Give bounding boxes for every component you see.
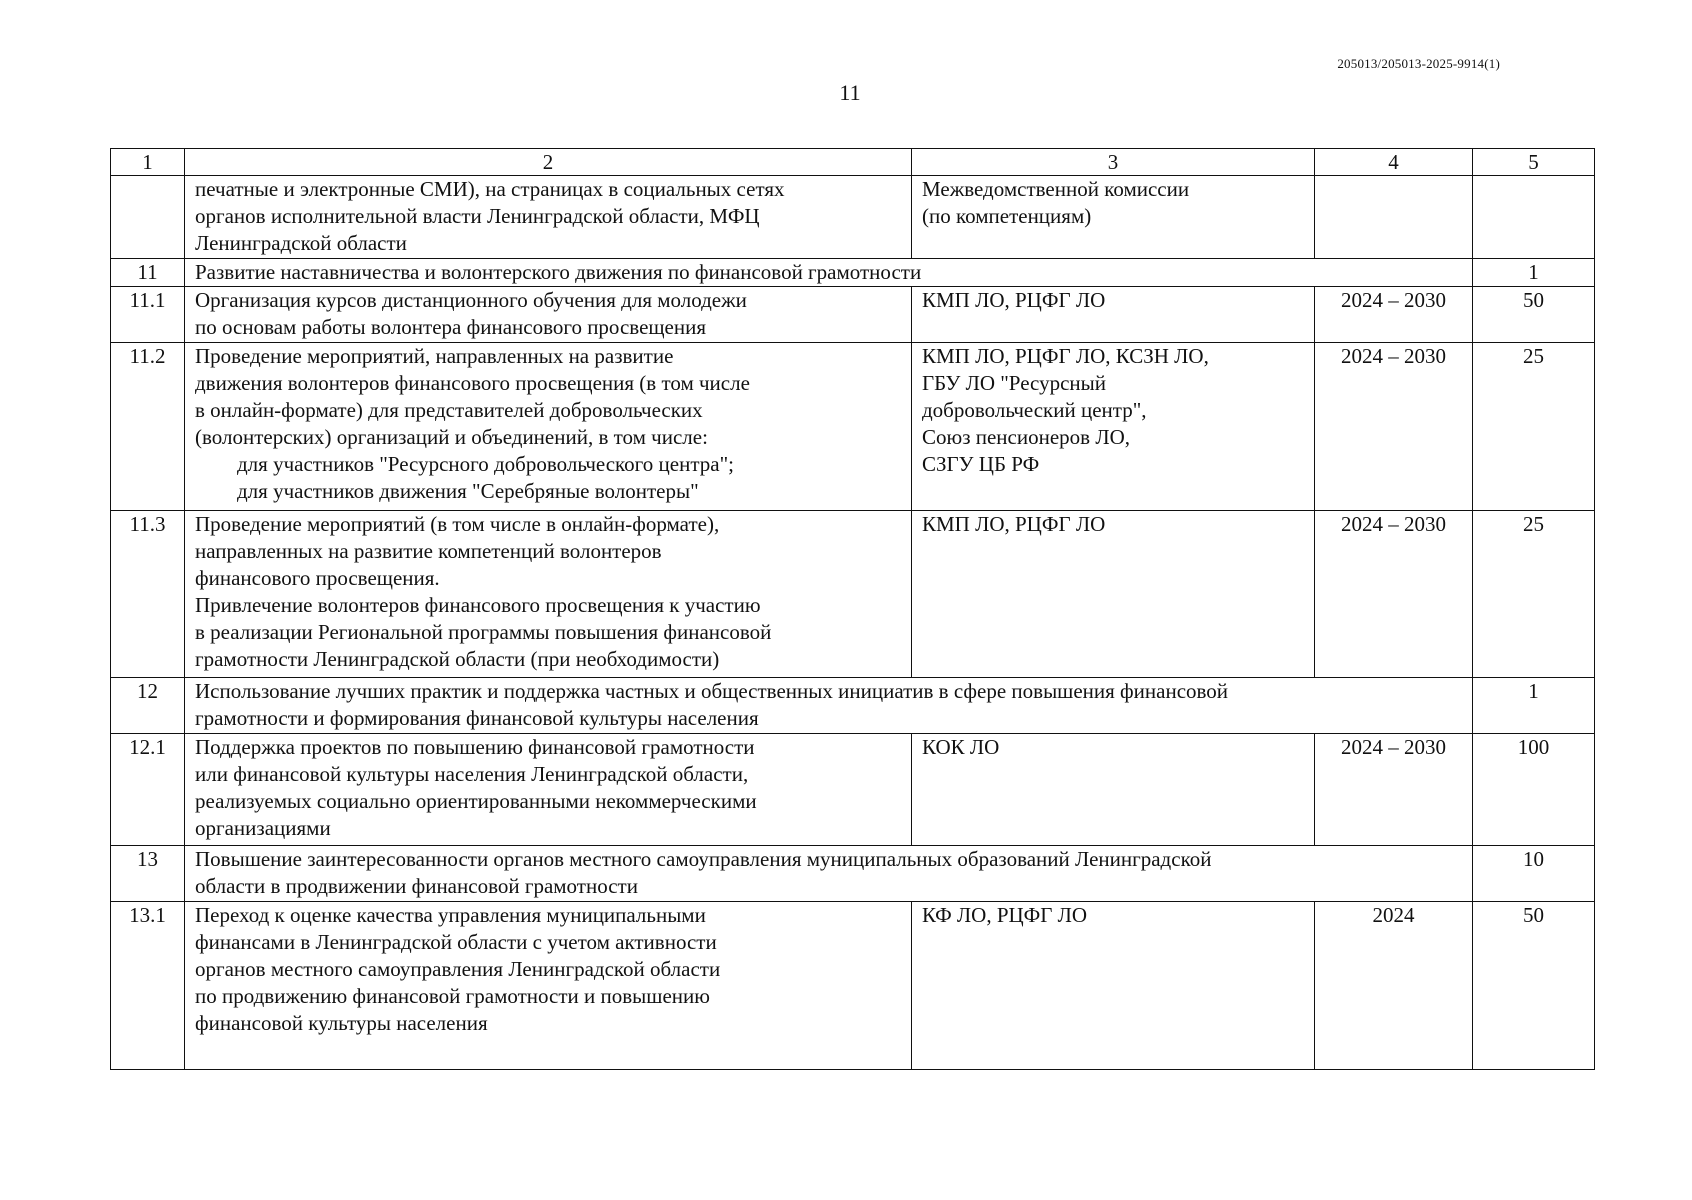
section-title-cell — [185, 678, 1473, 734]
text-line: по основам работы волонтера финансового просвещения — [195, 315, 707, 339]
section-row — [111, 846, 1595, 902]
table-row — [111, 343, 1595, 511]
page-number: 11 — [839, 80, 861, 105]
column-header: 2 — [185, 149, 912, 176]
executors-cell — [912, 176, 1315, 259]
text-line: добровольческий центр", — [922, 398, 1147, 422]
text-line: финансовой культуры населения — [195, 1011, 488, 1035]
text-line: Переход к оценке качества управления муниципальными — [195, 903, 706, 927]
executors-cell — [912, 287, 1315, 343]
weight-cell: 50 — [1473, 287, 1595, 343]
text-line: Развитие наставничества и волонтерского движения по финансовой грамотности — [195, 260, 922, 284]
executors-cell — [912, 902, 1315, 1070]
measure-cell — [185, 511, 912, 678]
column-header: 4 — [1315, 149, 1473, 176]
measure-cell — [185, 343, 912, 511]
column-header: 5 — [1473, 149, 1595, 176]
text-line: Привлечение волонтеров финансового просвещения к участию — [195, 593, 761, 617]
text-line: Организация курсов дистанционного обучения для молодежи — [195, 288, 747, 312]
text-line: Проведение мероприятий (в том числе в онлайн-формате), — [195, 512, 720, 536]
period-cell: 2024 – 2030 — [1315, 511, 1473, 678]
row-number-cell: 11.2 — [111, 343, 185, 511]
text-line: органов местного самоуправления Ленинградской области — [195, 957, 721, 981]
text-line: Поддержка проектов по повышению финансовой грамотности — [195, 735, 755, 759]
section-title-cell — [185, 259, 1473, 287]
table-row — [111, 734, 1595, 846]
measure-cell — [185, 734, 912, 846]
text-line: КМП ЛО, РЦФГ ЛО — [922, 288, 1106, 312]
row-number-cell: 12.1 — [111, 734, 185, 846]
table-row — [111, 511, 1595, 678]
executors-cell — [912, 511, 1315, 678]
text-line: Союз пенсионеров ЛО, — [922, 425, 1130, 449]
row-number-cell: 13 — [111, 846, 185, 902]
row-number-cell: 12 — [111, 678, 185, 734]
table-row — [111, 902, 1595, 1070]
period-cell: 2024 – 2030 — [1315, 343, 1473, 511]
period-cell: 2024 – 2030 — [1315, 734, 1473, 846]
text-line: в онлайн-формате) для представителей добровольческих — [195, 398, 703, 422]
text-line: (по компетенциям) — [922, 204, 1092, 228]
text-line: (волонтерских) организаций и объединений, в том числе: — [195, 425, 708, 449]
table-row — [111, 176, 1595, 259]
weight-cell: 25 — [1473, 511, 1595, 678]
row-number-cell: 13.1 — [111, 902, 185, 1070]
text-line: КОК ЛО — [922, 735, 1000, 759]
measure-cell — [185, 176, 912, 259]
text-line: по продвижению финансовой грамотности и повышению — [195, 984, 710, 1008]
column-header: 3 — [912, 149, 1315, 176]
table-header-row — [111, 149, 1595, 176]
text-line: СЗГУ ЦБ РФ — [922, 452, 1040, 476]
text-line: в реализации Региональной программы повышения финансовой — [195, 620, 772, 644]
text-line: Ленинградской области — [195, 231, 407, 255]
text-line: движения волонтеров финансового просвещения (в том числе — [195, 371, 750, 395]
section-row — [111, 259, 1595, 287]
text-line: Повышение заинтересованности органов местного самоуправления муниципальных образований Ленинградской — [195, 847, 1212, 871]
text-line: финансового просвещения. — [195, 566, 440, 590]
text-line: финансами в Ленинградской области с учетом активности — [195, 930, 717, 954]
text-line: области в продвижении финансовой грамотности — [195, 874, 638, 898]
period-cell — [1315, 176, 1473, 259]
text-line: грамотности и формирования финансовой культуры населения — [195, 706, 759, 730]
document-id: 205013/205013-2025-9914(1) — [1337, 56, 1500, 71]
text-line: или финансовой культуры населения Ленинградской области, — [195, 762, 749, 786]
period-cell: 2024 — [1315, 902, 1473, 1070]
text-line: Использование лучших практик и поддержка частных и общественных инициатив в сфере повышения финансовой — [195, 679, 1229, 703]
weight-cell: 25 — [1473, 343, 1595, 511]
weight-cell: 1 — [1473, 678, 1595, 734]
text-line: КМП ЛО, РЦФГ ЛО, КСЗН ЛО, — [922, 344, 1209, 368]
text-line: КМП ЛО, РЦФГ ЛО — [922, 512, 1106, 536]
text-line: Межведомственной комиссии — [922, 177, 1190, 201]
text-line: органов исполнительной власти Ленинградской области, МФЦ — [195, 204, 760, 228]
text-line: ГБУ ЛО "Ресурсный — [922, 371, 1107, 395]
weight-cell: 50 — [1473, 902, 1595, 1070]
text-line: печатные и электронные СМИ), на страницах в социальных сетях — [195, 177, 785, 201]
text-line: грамотности Ленинградской области (при необходимости) — [195, 647, 720, 671]
measure-cell — [185, 287, 912, 343]
text-line: реализуемых социально ориентированными некоммерческими — [195, 789, 757, 813]
measure-cell — [185, 902, 912, 1070]
list-item: для участников "Ресурсного добровольческого центра"; — [237, 452, 734, 476]
executors-cell — [912, 343, 1315, 511]
row-number-cell: 11.3 — [111, 511, 185, 678]
table-row — [111, 287, 1595, 343]
weight-cell: 100 — [1473, 734, 1595, 846]
executors-cell — [912, 734, 1315, 846]
list-item: для участников движения "Серебряные волонтеры" — [237, 479, 699, 503]
weight-cell — [1473, 176, 1595, 259]
weight-cell: 1 — [1473, 259, 1595, 287]
weight-cell: 10 — [1473, 846, 1595, 902]
row-number-cell — [111, 176, 185, 259]
column-header: 1 — [111, 149, 185, 176]
text-line: Проведение мероприятий, направленных на развитие — [195, 344, 674, 368]
measures-table — [110, 148, 1595, 1070]
period-cell: 2024 – 2030 — [1315, 287, 1473, 343]
row-number-cell: 11.1 — [111, 287, 185, 343]
section-row — [111, 678, 1595, 734]
text-line: организациями — [195, 816, 331, 840]
text-line: направленных на развитие компетенций волонтеров — [195, 539, 662, 563]
text-line: КФ ЛО, РЦФГ ЛО — [922, 903, 1088, 927]
row-number-cell: 11 — [111, 259, 185, 287]
section-title-cell — [185, 846, 1473, 902]
